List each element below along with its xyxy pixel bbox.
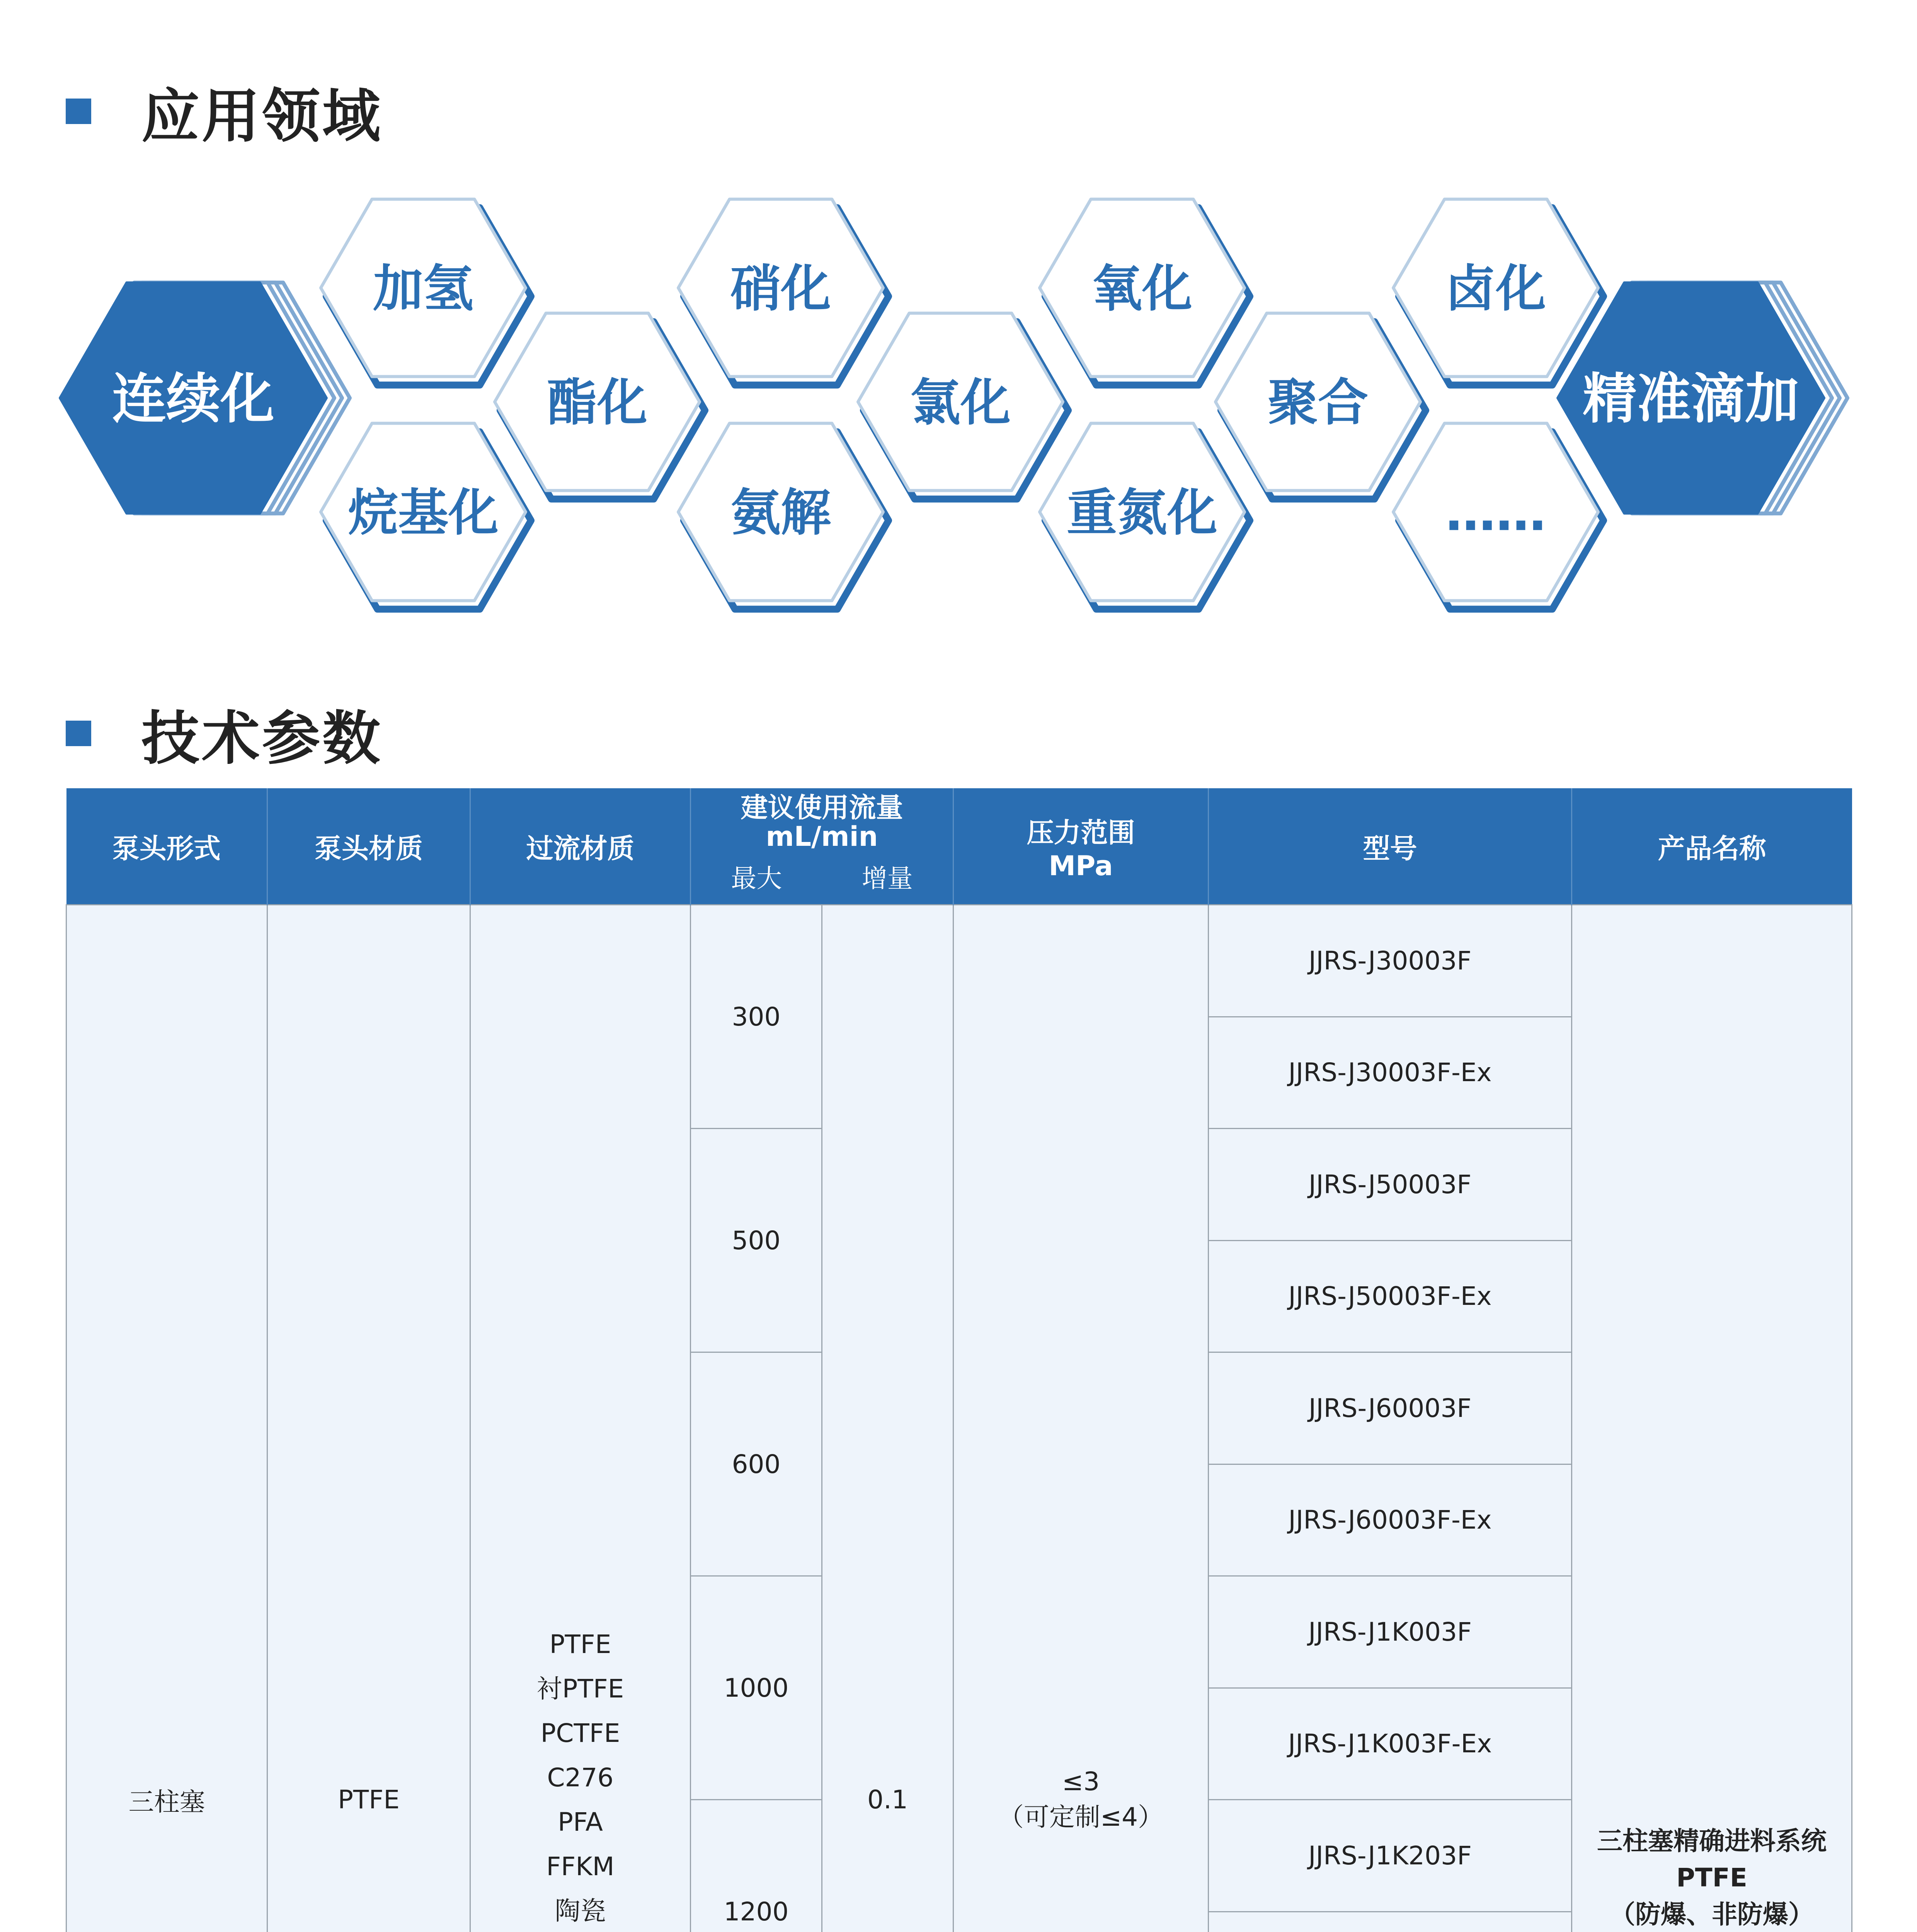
cell-pressure	[953, 905, 1209, 1932]
cell-model: JJRS-J50003F	[1209, 1129, 1572, 1241]
cell-model: JJRS-J30003F-Ex	[1209, 1017, 1572, 1129]
header-flow-unit: mL/min	[766, 821, 878, 852]
cell-flow-max: 300	[691, 905, 822, 1129]
cell-pump-material: PTFE	[267, 905, 470, 1932]
spec-table	[66, 788, 1852, 1932]
cell-flow-max: 1200	[691, 1800, 822, 1932]
application-main-left-label: 连续化	[112, 367, 275, 431]
wetted-material-item: 陶瓷	[555, 1896, 606, 1926]
table-row	[66, 905, 1852, 1017]
section-heading-specs	[66, 692, 383, 775]
application-main-right-label: 精准滴加	[1582, 367, 1800, 431]
cell-flow-increment: 0.1	[822, 905, 953, 1932]
cell-model: JJRS-J1K203F	[1209, 1800, 1572, 1912]
application-label: 加氢	[373, 259, 474, 318]
header-flow-increment: 增量	[861, 864, 913, 893]
wetted-material-item: C276	[547, 1762, 614, 1793]
cell-flow-max: 500	[691, 1129, 822, 1352]
header-flow-title: 建议使用流量	[741, 792, 903, 823]
header-wetted-material: 过流材质	[470, 788, 691, 905]
wetted-material-item: 衬PTFE	[536, 1673, 624, 1704]
application-label: 聚合	[1267, 373, 1369, 432]
header-pressure-title: 压力范围	[1027, 816, 1135, 849]
application-label: 氯化	[910, 373, 1011, 432]
wetted-material-item: FFKM	[546, 1851, 615, 1881]
pressure-line: ≤3	[1062, 1766, 1100, 1796]
application-label: 氨解	[730, 483, 831, 542]
cell-model: JJRS-J30003F	[1209, 905, 1572, 1017]
cell-model	[1209, 1912, 1572, 1932]
header-model: 型号	[1209, 788, 1572, 905]
header-pump-type: 泵头形式	[66, 788, 267, 905]
wetted-material-item: PCTFE	[540, 1718, 620, 1748]
cell-model: JJRS-J60003F-Ex	[1209, 1464, 1572, 1576]
cell-wetted-materials	[470, 905, 691, 1932]
application-label: ……	[1445, 483, 1546, 542]
cell-pump-type: 三柱塞	[66, 905, 267, 1932]
product-name-line: （防爆、非防爆）	[1610, 1899, 1814, 1929]
pressure-line: （可定制≤4）	[998, 1802, 1164, 1832]
wetted-material-item: PFA	[558, 1807, 603, 1837]
header-pressure	[953, 788, 1209, 905]
section-title: 技术参数	[141, 705, 383, 772]
application-label: 重氮化	[1066, 483, 1218, 542]
cell-model: JJRS-J60003F	[1209, 1352, 1572, 1464]
product-name-line: PTFE	[1676, 1862, 1747, 1893]
cell-flow-max: 600	[691, 1352, 822, 1576]
wetted-material-item: PTFE	[549, 1629, 611, 1659]
section-title: 应用领域	[141, 83, 383, 150]
application-label: 烷基化	[347, 483, 499, 542]
applications-hex-cluster	[0, 0, 1917, 638]
product-name-line: 三柱塞精确进料系统	[1597, 1826, 1827, 1856]
header-flow	[691, 788, 953, 905]
cell-product-name	[1572, 905, 1852, 1932]
section-marker-icon	[66, 721, 91, 746]
cell-model: JJRS-J1K003F-Ex	[1209, 1688, 1572, 1800]
application-label: 卤化	[1445, 259, 1546, 318]
header-pressure-unit: MPa	[1049, 850, 1113, 882]
application-label: 酯化	[546, 373, 648, 432]
header-product-name: 产品名称	[1572, 788, 1852, 905]
header-flow-max: 最大	[731, 864, 782, 893]
application-label: 硝化	[730, 259, 831, 318]
application-label: 氧化	[1091, 259, 1193, 318]
header-pump-material: 泵头材质	[267, 788, 470, 905]
cell-flow-max: 1000	[691, 1576, 822, 1800]
cell-model: JJRS-J1K003F	[1209, 1576, 1572, 1688]
table-header-row	[66, 788, 1852, 905]
cell-model: JJRS-J50003F-Ex	[1209, 1240, 1572, 1352]
